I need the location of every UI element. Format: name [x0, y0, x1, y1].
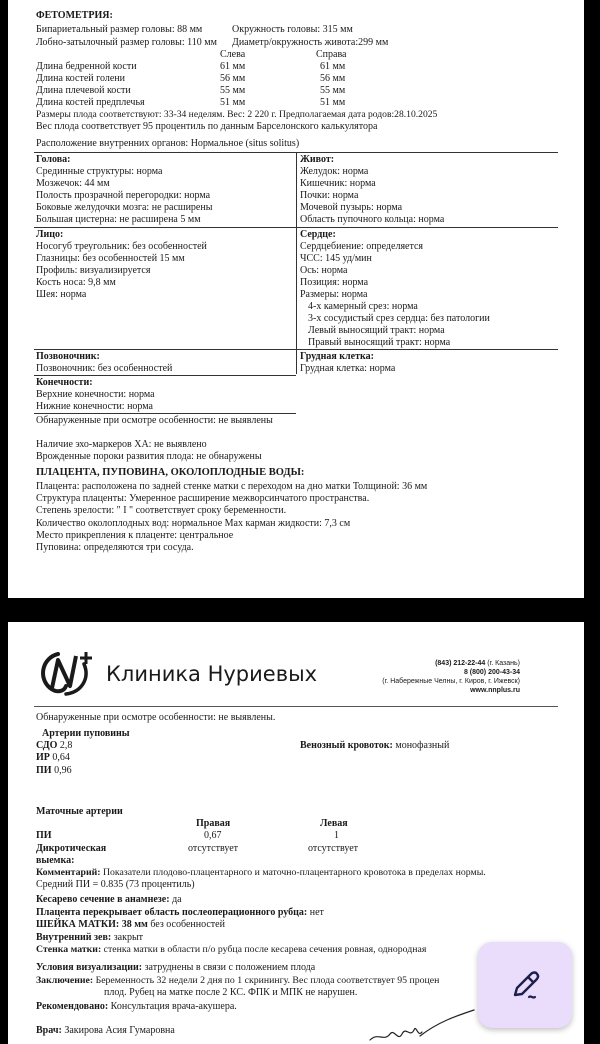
bone-left: 56 мм — [220, 73, 246, 84]
findings-line: Обнаруженные при осмотре особенности: не выявлены. — [36, 712, 276, 723]
col-right-label: Справа — [316, 49, 347, 60]
cesarean-label: Кесарево сечение в анамнезе: — [36, 894, 170, 905]
findings-line: Обнаруженные при осмотре особенности: не выявлены — [36, 415, 273, 426]
placenta-title: ПЛАЦЕНТА, ПУПОВИНА, ОКОЛОПЛОДНЫЕ ВОДЫ: — [36, 467, 305, 478]
wall-row — [36, 944, 426, 956]
notch-left: отсутствует — [308, 843, 359, 854]
scar-row — [36, 907, 324, 919]
markers-line: Наличие эхо-маркеров ХА: не выявлено — [36, 439, 207, 450]
hc-value: Окружность головы: 315 мм — [232, 24, 353, 35]
organs-line: Расположение внутренних органов: Нормальное (situs solitus) — [36, 138, 300, 149]
comment-label: Комментарий: — [36, 867, 101, 878]
heart-item: Сердцебиение: определяется — [300, 241, 424, 252]
placenta-item: Степень зрелости: " I " соответствует сроку беременности. — [36, 505, 287, 516]
bone-left: 51 мм — [220, 97, 246, 108]
notch-right: отсутствует — [188, 843, 239, 854]
bone-right: 55 мм — [320, 85, 346, 96]
fetometry-title: ФЕТОМЕТРИЯ: — [36, 10, 113, 21]
recommend-value: Консультация врача-акушера. — [110, 1001, 237, 1012]
pi-value: 0,96 — [54, 765, 72, 776]
edit-fab-button[interactable] — [478, 942, 572, 1028]
heart-item: Ось: норма — [300, 265, 348, 276]
head-item: Мозжечок: 44 мм — [36, 178, 110, 189]
scar-label: Плацента перекрывает область послеоперационного рубца: — [36, 907, 308, 918]
wall-label: Стенка матки: — [36, 944, 102, 955]
uterine-pi-right: 0,67 — [204, 830, 222, 841]
doctor-label: Врач: — [36, 1025, 62, 1036]
conclusion-row — [36, 975, 439, 987]
os-row — [36, 932, 143, 944]
chest-title: Грудная клетка: — [300, 351, 374, 362]
bone-right: 56 мм — [320, 73, 346, 84]
uterine-pi-left: 1 — [334, 830, 339, 841]
umbilical-title: Артерии пуповины — [42, 728, 130, 739]
comment-value: Показатели плодово-плацентарного и маточно-плацентарного кровотока в пределах нормы. — [102, 867, 486, 878]
recommend-label: Рекомендовано: — [36, 1001, 109, 1012]
wall-value: стенка матки в области п/о рубца после кесарева сечения ровная, однородная — [103, 944, 427, 955]
heart-item: ЧСС: 145 уд/мин — [300, 253, 372, 264]
uterine-col-left: Левая — [320, 818, 348, 829]
abdomen-title: Живот: — [300, 154, 335, 165]
signature-image — [368, 1008, 478, 1044]
placenta-item: Пуповина: определяются три сосуда. — [36, 542, 194, 553]
visual-value: затруднены в связи с положением плода — [144, 962, 316, 973]
sdo-row — [36, 740, 72, 752]
face-item: Профиль: визуализируется — [36, 265, 151, 276]
divider — [34, 375, 296, 376]
mean-pi: Средний ПИ = 0.835 (73 процентиль) — [36, 879, 195, 890]
website-link[interactable]: www.nnplus.ru — [470, 687, 520, 694]
bone-name: Длина плечевой кости — [36, 85, 131, 96]
head-item: Большая цистерна: не расширена 5 мм — [36, 214, 201, 225]
weight-line: Вес плода соответствует 95 процентиль по данным Барселонского калькулятора — [36, 121, 378, 132]
bone-name: Длина бедренной кости — [36, 61, 137, 72]
heart-item: 4-х камерный срез: норма — [308, 301, 418, 312]
conclusion-line-1: Беременность 32 недели 2 дня по 1 скринингу. Вес плода соответствует 95 процен — [95, 975, 440, 986]
contact-phone1 — [435, 660, 520, 668]
limbs-title: Конечности: — [36, 377, 93, 388]
heart-item: Размеры: норма — [300, 289, 368, 300]
clinic-logo-icon — [36, 648, 98, 700]
edit-pen-icon — [507, 967, 543, 1003]
head-item: Полость прозрачной перегородки: норма — [36, 190, 211, 201]
recommend-row — [36, 1001, 237, 1013]
ac-value: Диаметр/окружность живота:299 мм — [232, 37, 389, 48]
spine-title: Позвоночник: — [36, 351, 100, 362]
face-item: Шея: норма — [36, 289, 87, 300]
col-left-label: Слева — [220, 49, 246, 60]
venous-label: Венозный кровоток: — [300, 740, 393, 751]
bone-left: 55 мм — [220, 85, 246, 96]
spine-item: Позвоночник: без особенностей — [36, 363, 173, 374]
doctor-name: Закирова Асия Гумаровна — [64, 1025, 175, 1036]
ir-row — [36, 752, 70, 764]
face-title: Лицо: — [36, 229, 64, 240]
phone2: 8 (800) 200-43-34 — [463, 669, 520, 676]
abdomen-item: Кишечник: норма — [300, 178, 376, 189]
uterine-title: Маточные артерии — [36, 806, 123, 817]
notch-label: Дикротическая — [36, 843, 107, 854]
column-divider — [296, 152, 297, 374]
placenta-item: Количество околоплодных вод: нормальное Max карман жидкости: 7,3 см — [36, 518, 351, 529]
bone-name: Длина костей предплечья — [36, 97, 145, 108]
size-line: Размеры плода соответствуют: 33-34 неделям. Вес: 2 220 г. Предполагаемая дата родов:28.10.2025 — [36, 109, 438, 120]
abdomen-item: Желудок: норма — [300, 166, 369, 177]
limbs-item: Нижние конечности: норма — [36, 401, 153, 412]
heart-item: Позиция: норма — [300, 277, 369, 288]
placenta-item: Структура плаценты: Умеренное расширение межворсинчатого пространства. — [36, 493, 370, 504]
face-item: Кость носа: 9,8 мм — [36, 277, 116, 288]
sdo-label: СДО — [36, 740, 58, 751]
phone1: (843) 212-22-44 — [435, 660, 486, 667]
report-page-1 — [8, 0, 584, 598]
defects-line: Врожденные пороки развития плода: не обнаружены — [36, 451, 262, 462]
bone-name: Длина костей голени — [36, 73, 126, 84]
contact-cities: (г. Набережные Челны, г. Киров, г. Ижевск) — [382, 678, 520, 685]
visual-label: Условия визуализации: — [36, 962, 143, 973]
clinic-name: Клиника Нуриевых — [106, 662, 318, 686]
ir-value: 0,64 — [52, 752, 70, 763]
bone-right: 61 мм — [320, 61, 346, 72]
contact-phone2 — [464, 669, 520, 677]
bone-left: 61 мм — [220, 61, 246, 72]
cervix-row — [36, 919, 225, 931]
limbs-item: Верхние конечности: норма — [36, 389, 155, 400]
face-item: Носогуб треугольник: без особенностей — [36, 241, 207, 252]
conclusion-line-2: плод. Рубец на матке после 2 КС. ФПК и МПК не нарушен. — [104, 987, 358, 998]
placenta-item: Плацента: расположена по задней стенке матки с переходом на дно матки Толщиной: 36 мм — [36, 481, 428, 492]
heart-item: Левый выносящий тракт: норма — [308, 325, 445, 336]
notch-label-2: выемка: — [36, 855, 75, 866]
visual-row — [36, 962, 315, 974]
chest-item: Грудная клетка: норма — [300, 363, 396, 374]
cesarean-value: да — [172, 894, 182, 905]
abdomen-item: Область пупочного кольца: норма — [300, 214, 445, 225]
cesarean-row — [36, 894, 182, 906]
uterine-pi-label: ПИ — [36, 830, 52, 841]
uterine-col-right: Правая — [196, 818, 231, 829]
heart-item: Правый выносящий тракт: норма — [308, 337, 451, 348]
venous-value: монофазный — [395, 740, 450, 751]
sdo-value: 2,8 — [59, 740, 73, 751]
pi-label: ПИ — [36, 765, 52, 776]
divider — [34, 413, 296, 414]
scar-value: нет — [309, 907, 324, 918]
cervix-value: 38 мм — [121, 919, 148, 930]
heart-title: Сердце: — [300, 229, 336, 240]
placenta-item: Место прикрепления к плаценте: центральное — [36, 530, 234, 541]
abdomen-item: Мочевой пузырь: норма — [300, 202, 403, 213]
cervix-rest: без особенностей — [150, 919, 225, 930]
conclusion-label: Заключение: — [36, 975, 94, 986]
head-title: Голова: — [36, 154, 71, 165]
phone1-city: (г. Казань) — [487, 660, 520, 667]
abdomen-item: Почки: норма — [300, 190, 359, 201]
bone-right: 51 мм — [320, 97, 346, 108]
header-divider — [34, 706, 558, 707]
venous-row — [300, 740, 449, 752]
doctor-row — [36, 1025, 175, 1037]
ir-label: ИР — [36, 752, 50, 763]
head-item: Боковые желудочки мозга: не расширены — [36, 202, 213, 213]
cervix-label: ШЕЙКА МАТКИ: — [36, 919, 120, 930]
comment-row — [36, 867, 486, 879]
heart-item: 3-х сосудистый срез сердца: без патологии — [308, 313, 490, 324]
ofd-value: Лобно-затылочный размер головы: 110 мм — [36, 37, 217, 48]
face-item: Глазницы: без особенностей 15 мм — [36, 253, 185, 264]
head-item: Срединные структуры: норма — [36, 166, 163, 177]
os-value: закрыт — [113, 932, 144, 943]
bpd-value: Бипариетальный размер головы: 88 мм — [36, 24, 203, 35]
pi-row — [36, 765, 72, 777]
os-label: Внутренний зев: — [36, 932, 112, 943]
